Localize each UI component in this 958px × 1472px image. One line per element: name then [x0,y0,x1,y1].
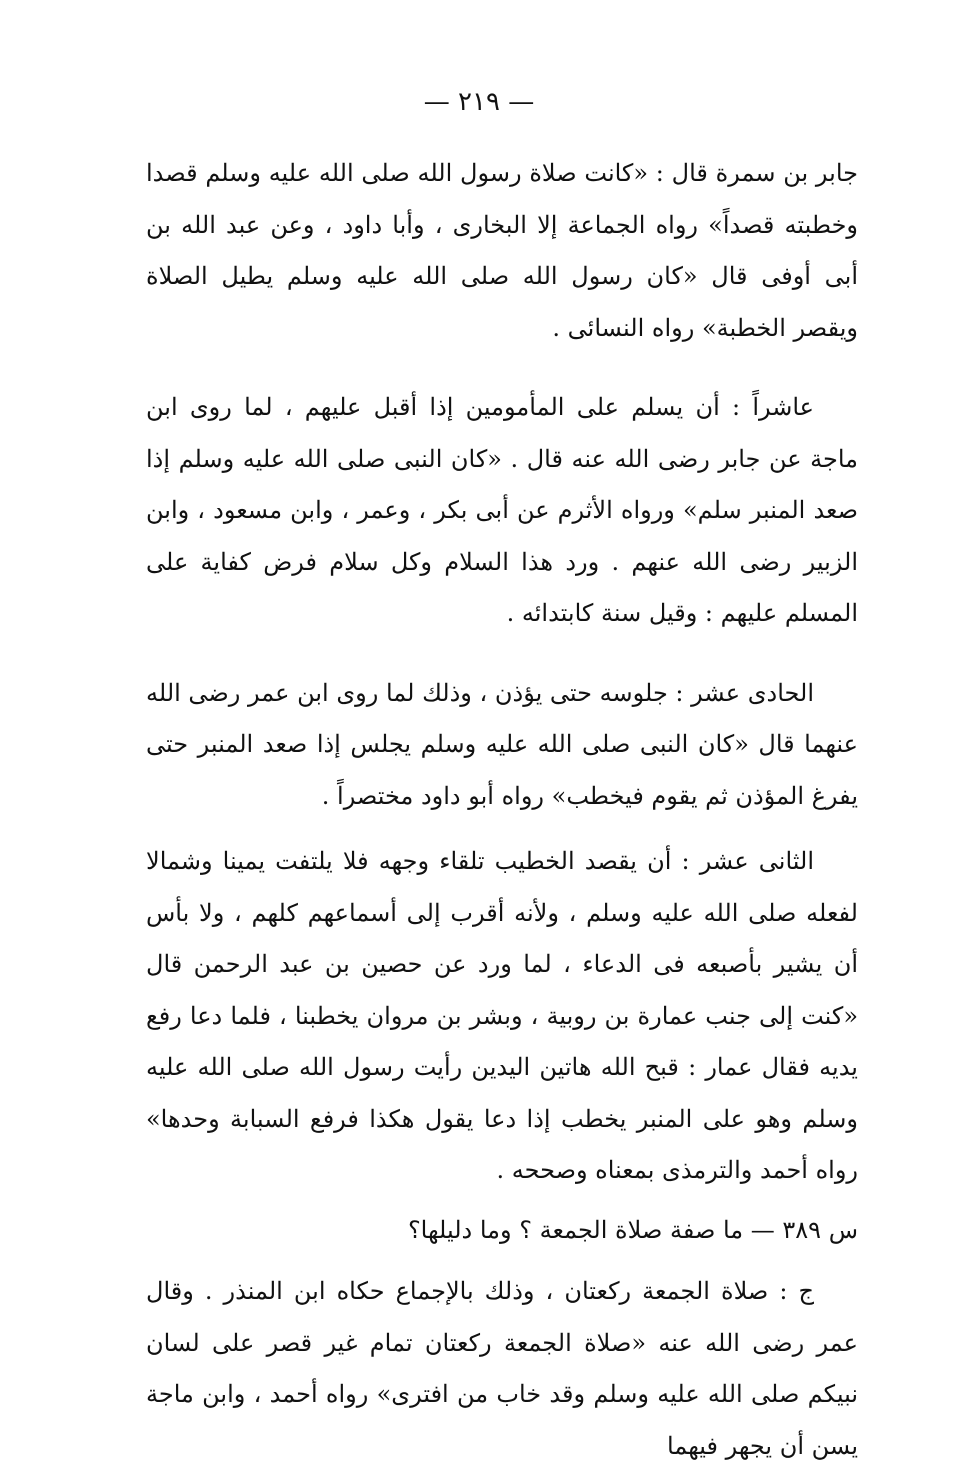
answer-paragraph: ج : صلاة الجمعة ركعتان ، وذلك بالإجماع حكاه ابن المنذر . وقال عمر رضى الله عنه «صلاة الجمعة ركعتان تمام غير قصر على لسان نبيكم صلى الله عليه وسلم وقد خاب من افترى» رواه أحمد ، وابن ماجة يسن أن يجهر فيهما [146,1277,858,1460]
page-number: — ٢١٩ — [423,87,535,117]
page-body [146,148,858,1472]
paragraph-tenth-condition: عاشراً : أن يسلم على المأمومين إذا أقبل عليهم ، لما روى ابن ماجة عن جابر رضى الله عنه قال . «كان النبى صلى الله عليه وسلم إذا صعد المنبر سلم» ورواه الأثرم عن أبى بكر ، وعمر ، وابن مسعود ، وابن الزبير رضى الله عنهم . ورد هذا السلام وكل سلام فرض كفاية على المسلم عليهم : وقيل سنة كابتدائه . [146,393,858,627]
paragraph-eleventh-condition: الحادى عشر : جلوسه حتى يؤذن ، وذلك لما روى ابن عمر رضى الله عنهما قال «كان النبى صلى الله عليه وسلم يجلس إذا صعد المنبر حتى يفرغ المؤذن ثم يقوم فيخطب» رواه أبو داود مختصراً . [146,678,858,810]
paragraph-hadith-khutba: جابر بن سمرة قال : «كانت صلاة رسول الله صلى الله عليه وسلم قصدا وخطبته قصداً» رواه الجماعة إلا البخارى ، وأبا داود ، وعن عبد الله بن أبى أوفى قال «كان رسول الله صلى الله عليه وسلم يطيل الصلاة ويقصر الخطبة» رواه النسائى . [146,159,858,342]
paragraph-twelfth-condition: الثانى عشر : أن يقصد الخطيب تلقاء وجهه فلا يلتفت يمينا وشمالا لفعله صلى الله عليه وسلم ، ولأنه أقرب إلى أسماعهم كلهم ، ولا بأس أن يشير بأصبعه فى الدعاء ، لما ورد عن حصين بن عبد الرحمن قال «كنت إلى جنب عمارة بن روبية ، وبشر بن مروان يخطبنا ، فلما دعا رفع يديه فقال عمار : قبح الله هاتين اليدين رأيت رسول الله صلى الله عليه وسلم وهو على المنبر يخطب إذا دعا يقول هكذا فرفع السبابة وحدها» رواه أحمد والترمذى بمعناه وصححه . [146,847,858,1184]
question-heading: س ٣٨٩ — ما صفة صلاة الجمعة ؟ وما دليلها؟ [407,1215,858,1244]
